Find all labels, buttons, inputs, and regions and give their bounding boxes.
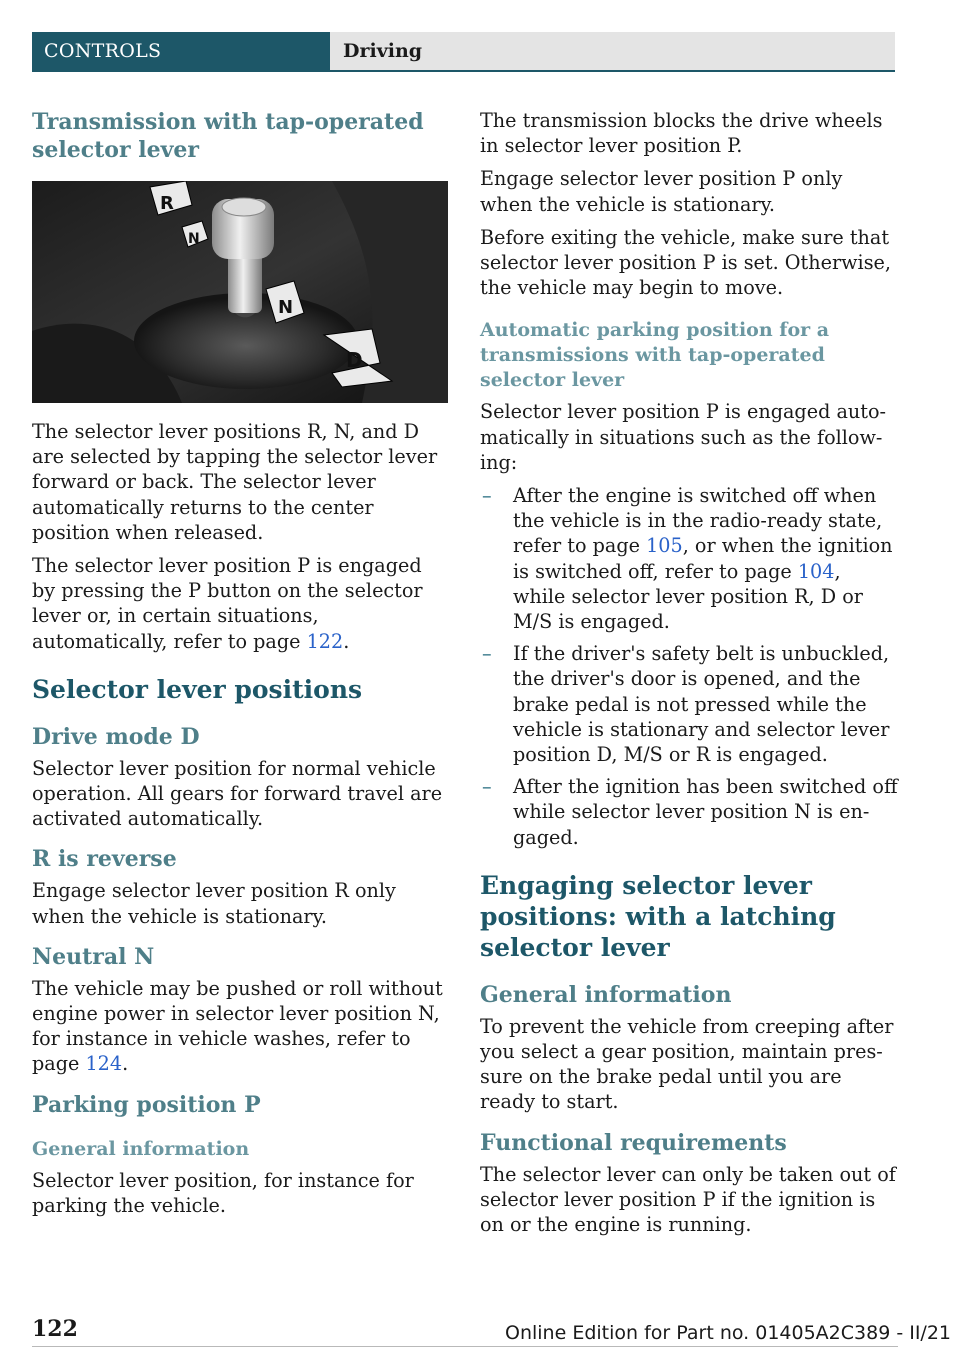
chapter-title: Driving [343,40,423,62]
list-item: – After the engine is switched off when the vehicle is in the radio-ready state, refer to page 105, or when the ignition is switched off, refer to page 104, while selector lever position R, D or M/S is engaged. [482,484,893,634]
subheading: Drive mode D [32,723,200,750]
paragraph: Selector lever position P is engaged automatically in situations such as the following: [480,400,886,474]
subheading: Functional requirements [480,1129,787,1156]
dash-bullet: – [482,775,492,799]
selector-lever-photo [32,181,448,403]
section-heading: Transmission with tap-operated selector lever [32,109,424,163]
list-item: – After the ignition has been switched off while selector lever position N is engaged. [482,775,898,849]
header-rule [32,70,895,72]
dash-bullet: – [482,642,492,666]
paragraph: The vehicle may be pushed or roll without engine power in selector lever position N, for instance in vehicle washes, refer to page 124. [32,976,443,1076]
list-item: – If the driver's safety belt is unbuckled, the driver's door is opened, and the brake pedal is not pressed while the vehicle is stationary and selector lever position D, M/S or R is engaged. [482,642,890,767]
label-d: D [346,348,363,372]
chapter-tab [330,32,895,70]
label-n-mid: N [278,297,294,318]
bullet-list [480,483,898,850]
paragraph: To prevent the vehicle from creeping after you select a gear position, maintain pressure on the brake pedal until you are ready to start. [480,1014,894,1114]
footer-edition: Online Edition for Part no. 01405A2C389 - II/21 [505,1322,952,1344]
label-r: R [160,193,174,214]
minor-heading: General information [32,1137,250,1160]
subheading: R is reverse [32,846,177,873]
paragraph: The selector lever can only be taken out of selector lever position P if the ignition is on or the engine is running. [480,1162,896,1237]
page-link[interactable]: 124 [85,1052,123,1076]
page-link[interactable]: 105 [646,534,683,558]
page-link[interactable]: 122 [306,629,344,653]
paragraph: The selector lever position P is engaged by pressing the P button on the selector lever or, in certain situations, automatically, refer to page 122. [32,554,423,653]
paragraph: Engage selector lever position P only when the vehicle is stationary. [480,167,843,216]
right-column [480,108,898,1245]
subheading: General information [480,981,732,1008]
page-number: 122 [32,1316,78,1342]
left-column [32,108,450,1226]
section-heading: Selector lever positions [32,674,363,704]
section-tab [32,32,330,70]
subheading: Neutral N [32,943,155,970]
footer-rule [32,1346,898,1347]
label-n-top: N [188,231,200,247]
section-title: CONTROLS [44,40,162,62]
subheading: Parking position P [32,1091,261,1118]
paragraph: Selector lever position, for instance for parking the vehicle. [32,1168,414,1217]
paragraph: Before exiting the vehicle, make sure that selector lever position P is set. Otherwise, the vehicle may begin to move. [480,225,891,300]
dash-bullet: – [482,484,492,508]
paragraph: The transmission blocks the drive wheels in selector lever position P. [480,109,883,158]
paragraph: Engage selector lever position R only when the vehicle is stationary. [32,879,396,928]
section-heading: Engaging selector lever positions: with a latching selector lever [480,870,836,962]
page-header [32,32,895,70]
page-link[interactable]: 104 [797,559,835,583]
paragraph: The selector lever positions R, N, and D are selected by tapping the selector lever forward or back. The selector lever automatically returns to the center position when released. [32,420,438,544]
minor-heading: Automatic parking position for a transmissions with tap-operated selector lever [480,319,830,392]
paragraph: Selector lever position for normal vehicle operation. All gears for forward travel are activated automatically. [32,756,443,831]
